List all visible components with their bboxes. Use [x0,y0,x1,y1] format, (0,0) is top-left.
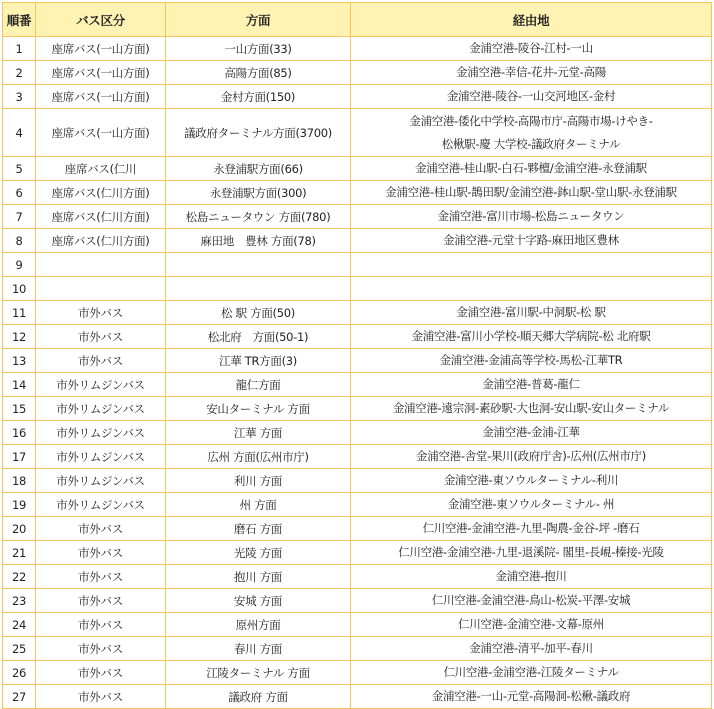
via-route [351,493,712,517]
table-row [3,349,712,373]
destination: 江華 TR方面(3) [166,349,351,373]
via-route [351,469,712,493]
destination: 麻田地 豊林 方面(78) [166,229,351,253]
via-route [351,61,712,85]
via-route-line: 金浦空港-桂山駅-鵲田駅/金浦空港-鉢山駅-堂山駅-永登浦駅 [385,185,677,199]
row-number: 7 [3,205,36,229]
bus-category: 市外バス [36,613,166,637]
table-row [3,469,712,493]
via-route-line: 松楸駅-慶 大学校-議政府ターミナル [441,136,621,151]
via-route [351,325,712,349]
bus-category: 市外リムジンバス [36,397,166,421]
table-row [3,325,712,349]
destination: 議政府ターミナル方面(3700) [166,109,351,157]
via-route-line: 仁川空港-金浦空港-九里-陶農-金谷-坪 -磨石 [422,521,640,535]
bus-category: 座席バス(一山方面) [36,109,166,157]
destination: 高陽方面(85) [166,61,351,85]
via-route-line: 金浦空港-富川小学校-順天郷大学病院-松 北府駅 [411,329,651,343]
table-row [3,589,712,613]
via-route-line: 金浦空港-一山-元堂-高陽洞-松楸-議政府 [431,689,631,703]
row-number: 19 [3,493,36,517]
header-category: バス区分 [36,3,166,37]
header-row [3,3,712,37]
row-number: 27 [3,685,36,709]
via-route-line: 金浦空港-幸信-花井-元堂-高陽 [456,65,606,79]
via-route-line: 金浦空港-抱川 [495,569,567,583]
bus-category: 市外リムジンバス [36,493,166,517]
table-row [3,229,712,253]
bus-category: 市外リムジンバス [36,373,166,397]
via-route [351,349,712,373]
via-route-line: 金浦空港-金浦-江華 [482,425,580,439]
via-route-line: 金浦空港-陵谷-一山交河地区-金村 [446,89,616,103]
destination: 永登浦駅方面(66) [166,157,351,181]
bus-category: 市外バス [36,589,166,613]
via-route [351,637,712,661]
bus-category: 市外リムジンバス [36,445,166,469]
destination: 抱川 方面 [166,565,351,589]
via-route-line: 金浦空港-清平-加平-春川 [469,641,593,655]
row-number: 21 [3,541,36,565]
row-number: 13 [3,349,36,373]
destination: 州 方面 [166,493,351,517]
via-route-line: 金浦空港-倭化中学校-高陽市庁-高陽市場-けやき- [409,113,653,128]
bus-category: 市外バス [36,637,166,661]
row-number: 23 [3,589,36,613]
via-route-line: 金浦空港-舎堂-果川(政府庁舎)-広州(広州市庁) [416,449,646,463]
destination [166,253,351,277]
table-row [3,157,712,181]
table-row [3,253,712,277]
table-row [3,61,712,85]
via-route-line: 金浦空港-東ソウルターミナル- 州 [447,497,615,511]
destination: 安城 方面 [166,589,351,613]
via-route [351,661,712,685]
via-route [351,277,712,301]
bus-category: 市外バス [36,565,166,589]
header-destination: 方面 [166,3,351,37]
bus-route-table [2,2,712,709]
via-route-line: 金浦空港-元堂十字路-麻田地区豊林 [443,233,619,247]
via-route-line: 金浦空港-陵谷-江村-一山 [469,41,593,55]
row-number: 6 [3,181,36,205]
via-route [351,373,712,397]
via-route [351,421,712,445]
destination: 金村方面(150) [166,85,351,109]
row-number: 10 [3,277,36,301]
table-row [3,421,712,445]
destination: 利川 方面 [166,469,351,493]
via-route-line: 金浦空港-金浦高等学校-馬松-江華TR [439,353,623,367]
table-row [3,181,712,205]
table-row [3,277,712,301]
bus-category: 市外バス [36,349,166,373]
via-route [351,205,712,229]
via-route-line: 金浦空港-桂山駅-白石-夥檀/金浦空港-永登浦駅 [415,161,647,175]
via-route [351,541,712,565]
via-route [351,685,712,709]
row-number: 5 [3,157,36,181]
row-number: 22 [3,565,36,589]
via-route-line: 金浦空港-富川市場-松島ニュータウン [437,209,625,223]
table-row [3,565,712,589]
via-route-line: 金浦空港-富川駅-中洞駅-松 駅 [456,305,606,319]
bus-category: 座席バス(一山方面) [36,37,166,61]
table-row [3,205,712,229]
destination: 春川 方面 [166,637,351,661]
row-number: 20 [3,517,36,541]
row-number: 16 [3,421,36,445]
destination: 安山ターミナル 方面 [166,397,351,421]
row-number: 4 [3,109,36,157]
table-row [3,109,712,157]
via-route [351,445,712,469]
destination: 永登浦駅方面(300) [166,181,351,205]
row-number: 25 [3,637,36,661]
bus-category: 市外バス [36,541,166,565]
table-row [3,373,712,397]
via-route-line: 仁川空港-金浦空港-鳥山-松炭-平澤-安城 [431,593,631,607]
destination: 議政府 方面 [166,685,351,709]
destination: 松 駅 方面(50) [166,301,351,325]
destination [166,277,351,301]
table-row [3,661,712,685]
via-route [351,109,712,157]
bus-category: 座席バス(仁川方面) [36,205,166,229]
via-route [351,85,712,109]
destination: 広州 方面(広州市庁) [166,445,351,469]
bus-category: 座席バス(仁川方面) [36,181,166,205]
table-row [3,301,712,325]
destination: 松島ニュータウン 方面(780) [166,205,351,229]
via-route [351,613,712,637]
table-row [3,493,712,517]
bus-category: 市外リムジンバス [36,469,166,493]
table-row [3,397,712,421]
row-number: 1 [3,37,36,61]
destination: 一山方面(33) [166,37,351,61]
row-number: 26 [3,661,36,685]
bus-category: 市外バス [36,685,166,709]
destination: 光陵 方面 [166,541,351,565]
row-number: 11 [3,301,36,325]
bus-category [36,277,166,301]
row-number: 2 [3,61,36,85]
destination: 磨石 方面 [166,517,351,541]
destination: 松北府 方面(50-1) [166,325,351,349]
table-row [3,613,712,637]
via-route-line: 仁川空港-金浦空港-江陵ターミナル [443,665,619,679]
header-no: 順番 [3,3,36,37]
row-number: 17 [3,445,36,469]
via-route-line: 金浦空港-遠宗洞-素砂駅-大也洞-安山駅-安山ターミナル [392,401,670,415]
via-route-line: 金浦空港-東ソウルターミナル-利川 [443,473,619,487]
via-route [351,157,712,181]
via-route [351,301,712,325]
via-route-line: 仁川空港-金浦空港-九里-退溪院- 閣里-長峴-榛接-光陵 [398,545,664,559]
via-route-line: 金浦空港-普葛-龍仁 [482,377,580,391]
table-row [3,85,712,109]
bus-category: 座席バス(一山方面) [36,85,166,109]
table-row [3,445,712,469]
table-row [3,685,712,709]
destination: 江陵ターミナル 方面 [166,661,351,685]
destination: 龍仁方面 [166,373,351,397]
row-number: 8 [3,229,36,253]
table-row [3,637,712,661]
row-number: 3 [3,85,36,109]
bus-category: 座席バス(仁川方面) [36,229,166,253]
bus-category: 市外バス [36,661,166,685]
bus-category [36,253,166,277]
via-route [351,517,712,541]
via-route [351,181,712,205]
table-body [3,37,712,709]
via-route [351,565,712,589]
via-route [351,229,712,253]
table-header [3,3,712,37]
via-route [351,589,712,613]
header-via: 経由地 [351,3,712,37]
table-row [3,541,712,565]
via-route [351,37,712,61]
bus-category: 座席バス(仁川 [36,157,166,181]
bus-category: 市外バス [36,325,166,349]
row-number: 24 [3,613,36,637]
bus-category: 座席バス(一山方面) [36,61,166,85]
bus-category: 市外バス [36,517,166,541]
via-route [351,253,712,277]
row-number: 12 [3,325,36,349]
table-row [3,37,712,61]
bus-category: 市外リムジンバス [36,421,166,445]
destination: 江華 方面 [166,421,351,445]
row-number: 15 [3,397,36,421]
bus-category: 市外バス [36,301,166,325]
destination: 原州方面 [166,613,351,637]
row-number: 9 [3,253,36,277]
via-route-line: 仁川空港-金浦空港-文幕-原州 [458,617,604,631]
via-route [351,397,712,421]
row-number: 18 [3,469,36,493]
table-row [3,517,712,541]
row-number: 14 [3,373,36,397]
